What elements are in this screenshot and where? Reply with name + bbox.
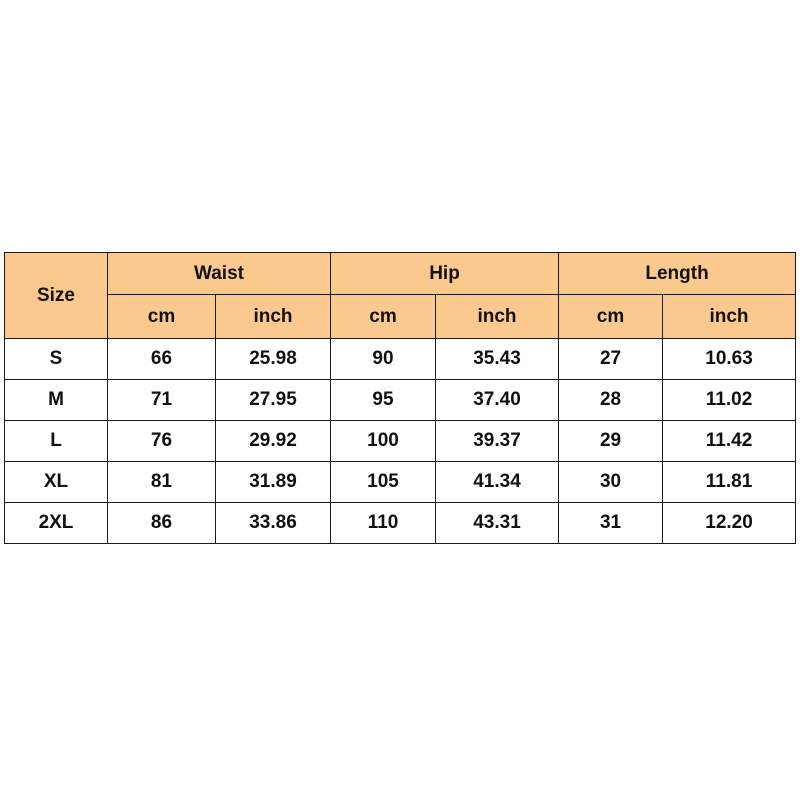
length-inch-cell: 11.02 — [663, 380, 796, 421]
size-chart-table — [4, 252, 796, 544]
length-cm-cell: 28 — [559, 380, 663, 421]
hip-inch-cell: 35.43 — [436, 339, 559, 380]
length-group-header: Length — [559, 253, 796, 295]
hip-inch-header: inch — [436, 295, 559, 339]
hip-group-header: Hip — [331, 253, 559, 295]
hip-cm-cell: 110 — [331, 503, 436, 544]
length-cm-cell: 30 — [559, 462, 663, 503]
table-row — [5, 339, 796, 380]
length-inch-cell: 11.42 — [663, 421, 796, 462]
size-column-header: Size — [5, 253, 108, 339]
table-body — [5, 339, 796, 544]
size-cell: 2XL — [5, 503, 108, 544]
hip-inch-cell: 39.37 — [436, 421, 559, 462]
length-inch-cell: 10.63 — [663, 339, 796, 380]
hip-cm-cell: 95 — [331, 380, 436, 421]
table-row — [5, 462, 796, 503]
waist-cm-header: cm — [108, 295, 216, 339]
waist-cm-cell: 76 — [108, 421, 216, 462]
size-cell: S — [5, 339, 108, 380]
length-inch-cell: 12.20 — [663, 503, 796, 544]
waist-inch-header: inch — [216, 295, 331, 339]
size-cell: XL — [5, 462, 108, 503]
hip-inch-cell: 41.34 — [436, 462, 559, 503]
length-inch-cell: 11.81 — [663, 462, 796, 503]
hip-inch-cell: 37.40 — [436, 380, 559, 421]
waist-inch-cell: 29.92 — [216, 421, 331, 462]
length-cm-header: cm — [559, 295, 663, 339]
header-unit-row — [5, 295, 796, 339]
waist-cm-cell: 86 — [108, 503, 216, 544]
waist-inch-cell: 25.98 — [216, 339, 331, 380]
length-cm-cell: 27 — [559, 339, 663, 380]
length-cm-cell: 31 — [559, 503, 663, 544]
waist-cm-cell: 81 — [108, 462, 216, 503]
size-cell: L — [5, 421, 108, 462]
size-cell: M — [5, 380, 108, 421]
hip-cm-header: cm — [331, 295, 436, 339]
table-row — [5, 503, 796, 544]
length-inch-header: inch — [663, 295, 796, 339]
table-row — [5, 380, 796, 421]
length-cm-cell: 29 — [559, 421, 663, 462]
waist-inch-cell: 33.86 — [216, 503, 331, 544]
hip-cm-cell: 100 — [331, 421, 436, 462]
table-row — [5, 421, 796, 462]
header-group-row — [5, 253, 796, 295]
waist-inch-cell: 31.89 — [216, 462, 331, 503]
waist-group-header: Waist — [108, 253, 331, 295]
waist-inch-cell: 27.95 — [216, 380, 331, 421]
hip-cm-cell: 105 — [331, 462, 436, 503]
waist-cm-cell: 66 — [108, 339, 216, 380]
hip-inch-cell: 43.31 — [436, 503, 559, 544]
waist-cm-cell: 71 — [108, 380, 216, 421]
hip-cm-cell: 90 — [331, 339, 436, 380]
table-header — [5, 253, 796, 339]
